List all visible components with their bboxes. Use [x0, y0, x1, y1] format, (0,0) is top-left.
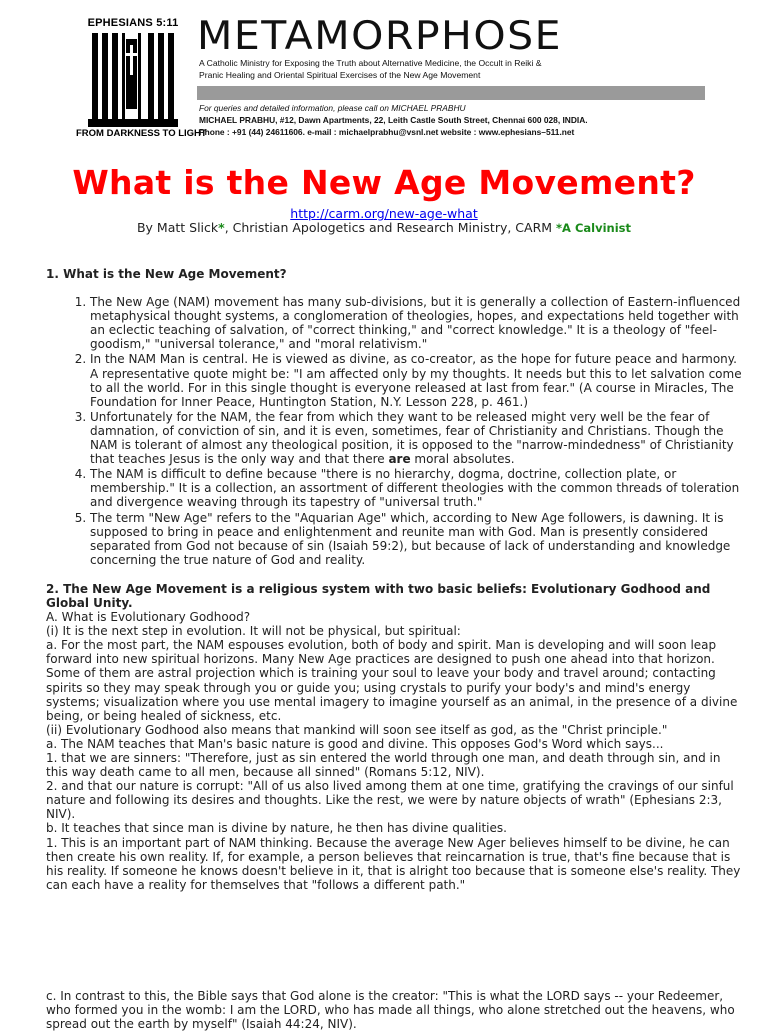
address-line — [199, 114, 709, 126]
paragraph: c. In contrast to this, the Bible says that God alone is the creator: "This is what the LORD says -- your Redeemer, who formed you in the womb: I am the LORD, who has made all things, who alone stretched out the heavens, who spread out the earth by myself" (Isaiah 44:24, NIV). — [46, 988, 735, 1031]
divider-band — [197, 86, 705, 100]
address-text: MICHAEL PRABHU, #12, Dawn Apartments, 22, Leith Castle South Street, Chennai 600 028, INDIA. — [199, 115, 588, 125]
paragraph: A. What is Evolutionary Godhood? — [46, 610, 251, 625]
ministry-logo — [76, 17, 207, 143]
logo-verse: EPHESIANS 5:11 — [87, 17, 179, 29]
source-link[interactable]: http://carm.org/new-age-what — [290, 206, 478, 221]
paragraph: 2. and that our nature is corrupt: "All of us also lived among them at one time, gratifying the cravings of our sinful nature and following its desires and thoughts. Like the rest, we were by nature objects of wrath" (Ephesians 2:3, NIV). — [46, 779, 734, 822]
numbered-list — [46, 295, 746, 567]
section-two — [46, 582, 746, 1031]
list-item: 5. The term "New Age" refers to the "Aquarian Age" which, according to New Age followers, is dawning. It is supposed to bring in peace and enlightenment and reunite man with God. Man is presently considered separated from God not because of sin (Isaiah 59:2), but because of lack of understanding and knowledge concerning the true nature of God and reality. — [90, 511, 746, 567]
paragraph: 1. This is an important part of NAM thinking. Because the average New Ager believes himself to be divine, he can then create his own reality. If, for example, a person believes that reincarnation is true, that's fine because that is his reality. If someone he knows doesn't believe in it, that is alright too because that is someone else's reality. They can each have a reality for themselves that "follows a different path." — [46, 835, 741, 892]
subtitle-line: Pranic Healing and Oriental Spiritual Exercises of the New Age Movement — [199, 69, 481, 80]
subtitle-line: A Catholic Ministry for Exposing the Truth about Alternative Medicine, the Occult in Reiki & — [199, 58, 542, 68]
article-body — [46, 267, 746, 1031]
byline-org: , Christian Apologetics and Research Ministry, CARM — [224, 220, 557, 235]
list-item: 2. In the NAM Man is central. He is viewed as divine, as co-creator, as the hope for future peace and harmony. A representative quote might be: "I am affected only by my thoughts. It needs but this to let salvation come to all the world. For in this single thought is everyone released at last from fear." (A course in Miracles, The Foundation for Inner Peace, Huntington Station, N.Y. Lesson 228, p. 461.) — [90, 352, 746, 408]
byline-note: *A Calvinist — [556, 221, 632, 235]
section-heading: 2. The New Age Movement is a religious system with two basic beliefs: Evolutionary Godhood and Global Unity. — [46, 581, 711, 610]
phone-line — [199, 126, 709, 138]
paragraph: (ii) Evolutionary Godhood also means that mankind will soon see itself as god, as the "Christ principle." — [46, 722, 668, 737]
paragraph: 1. that we are sinners: "Therefore, just as sin entered the world through one man, and death through sin, and in this way death came to all men, because all sinned" (Romans 5:12, NIV). — [46, 751, 721, 780]
byline — [0, 220, 768, 235]
query-line: For queries and detailed information, please call on MICHAEL PRABHU — [199, 103, 466, 113]
prison-bars-icon — [88, 33, 178, 127]
list-item-text: Unfortunately for the NAM, the fear from which they want to be released might very well be the fear of damnation, of conviction of sin, and it is even, sometimes, fear of Christianity and Christians. Though the NAM is tolerant of almost any theological position, it is opposed to the "narrow-mindedness" of Christianity that teaches Jesus is the only way and that there — [90, 409, 734, 467]
paragraph: a. For the most part, the NAM espouses evolution, both of body and spirit. Man is developing and will soon leap forward into new spiritual horizons. Many New Age practices are designed to push one ahead into that horizon. Some of them are astral projection which is training your soul to leave your body and travel around; contacting spirits so they may speak through you or guide you; using crystals to purify your body's and mind's energy systems; visualization where you use mental imagery to imagine yourself as an animal, in the presence of a divine being, or being healed of sickness, etc. — [46, 638, 738, 723]
list-item-emphasis: are — [388, 452, 411, 467]
masthead-subtitle — [199, 58, 709, 81]
page-title: What is the New Age Movement? — [72, 163, 696, 202]
paragraph: (i) It is the next step in evolution. It will not be physical, but spiritual: — [46, 624, 461, 639]
section-heading: 1. What is the New Age Movement? — [46, 267, 287, 281]
list-item-tail: moral absolutes. — [410, 452, 515, 467]
blank-space — [46, 892, 746, 989]
logo-caption: FROM DARKNESS TO LIGHT — [76, 128, 207, 139]
contact-info — [199, 102, 709, 138]
masthead-title: METAMORPHOSE — [197, 13, 563, 59]
byline-author: By Matt Slick — [136, 220, 219, 235]
phone-text: Phone : +91 (44) 24611606. e-mail : michaelprabhu@vsnl.net website : www.ephesians–511.net — [199, 127, 575, 137]
paragraph: b. It teaches that since man is divine by nature, he then has divine qualities. — [46, 821, 507, 836]
list-item — [90, 410, 746, 466]
list-item: 4. The NAM is difficult to define because "there is no hierarchy, dogma, doctrine, collection plate, or membership." It is a collection, an assortment of different theologies with the common threads of toleration and divergence weaving through its tapestry of "universal truth." — [90, 467, 746, 509]
byline-star: * — [218, 220, 225, 235]
list-item: 1. The New Age (NAM) movement has many sub-divisions, but it is generally a collection of Eastern-influenced metaphysical thought systems, a conglomeration of theologies, hopes, and expectations held together with an eclectic teaching of salvation, of "correct thinking," and "correct knowledge." It is a theology of "feel-goodism," "universal tolerance," and "moral relativism." — [90, 295, 746, 351]
paragraph: a. The NAM teaches that Man's basic nature is good and divine. This opposes God's Word which says... — [46, 736, 664, 751]
